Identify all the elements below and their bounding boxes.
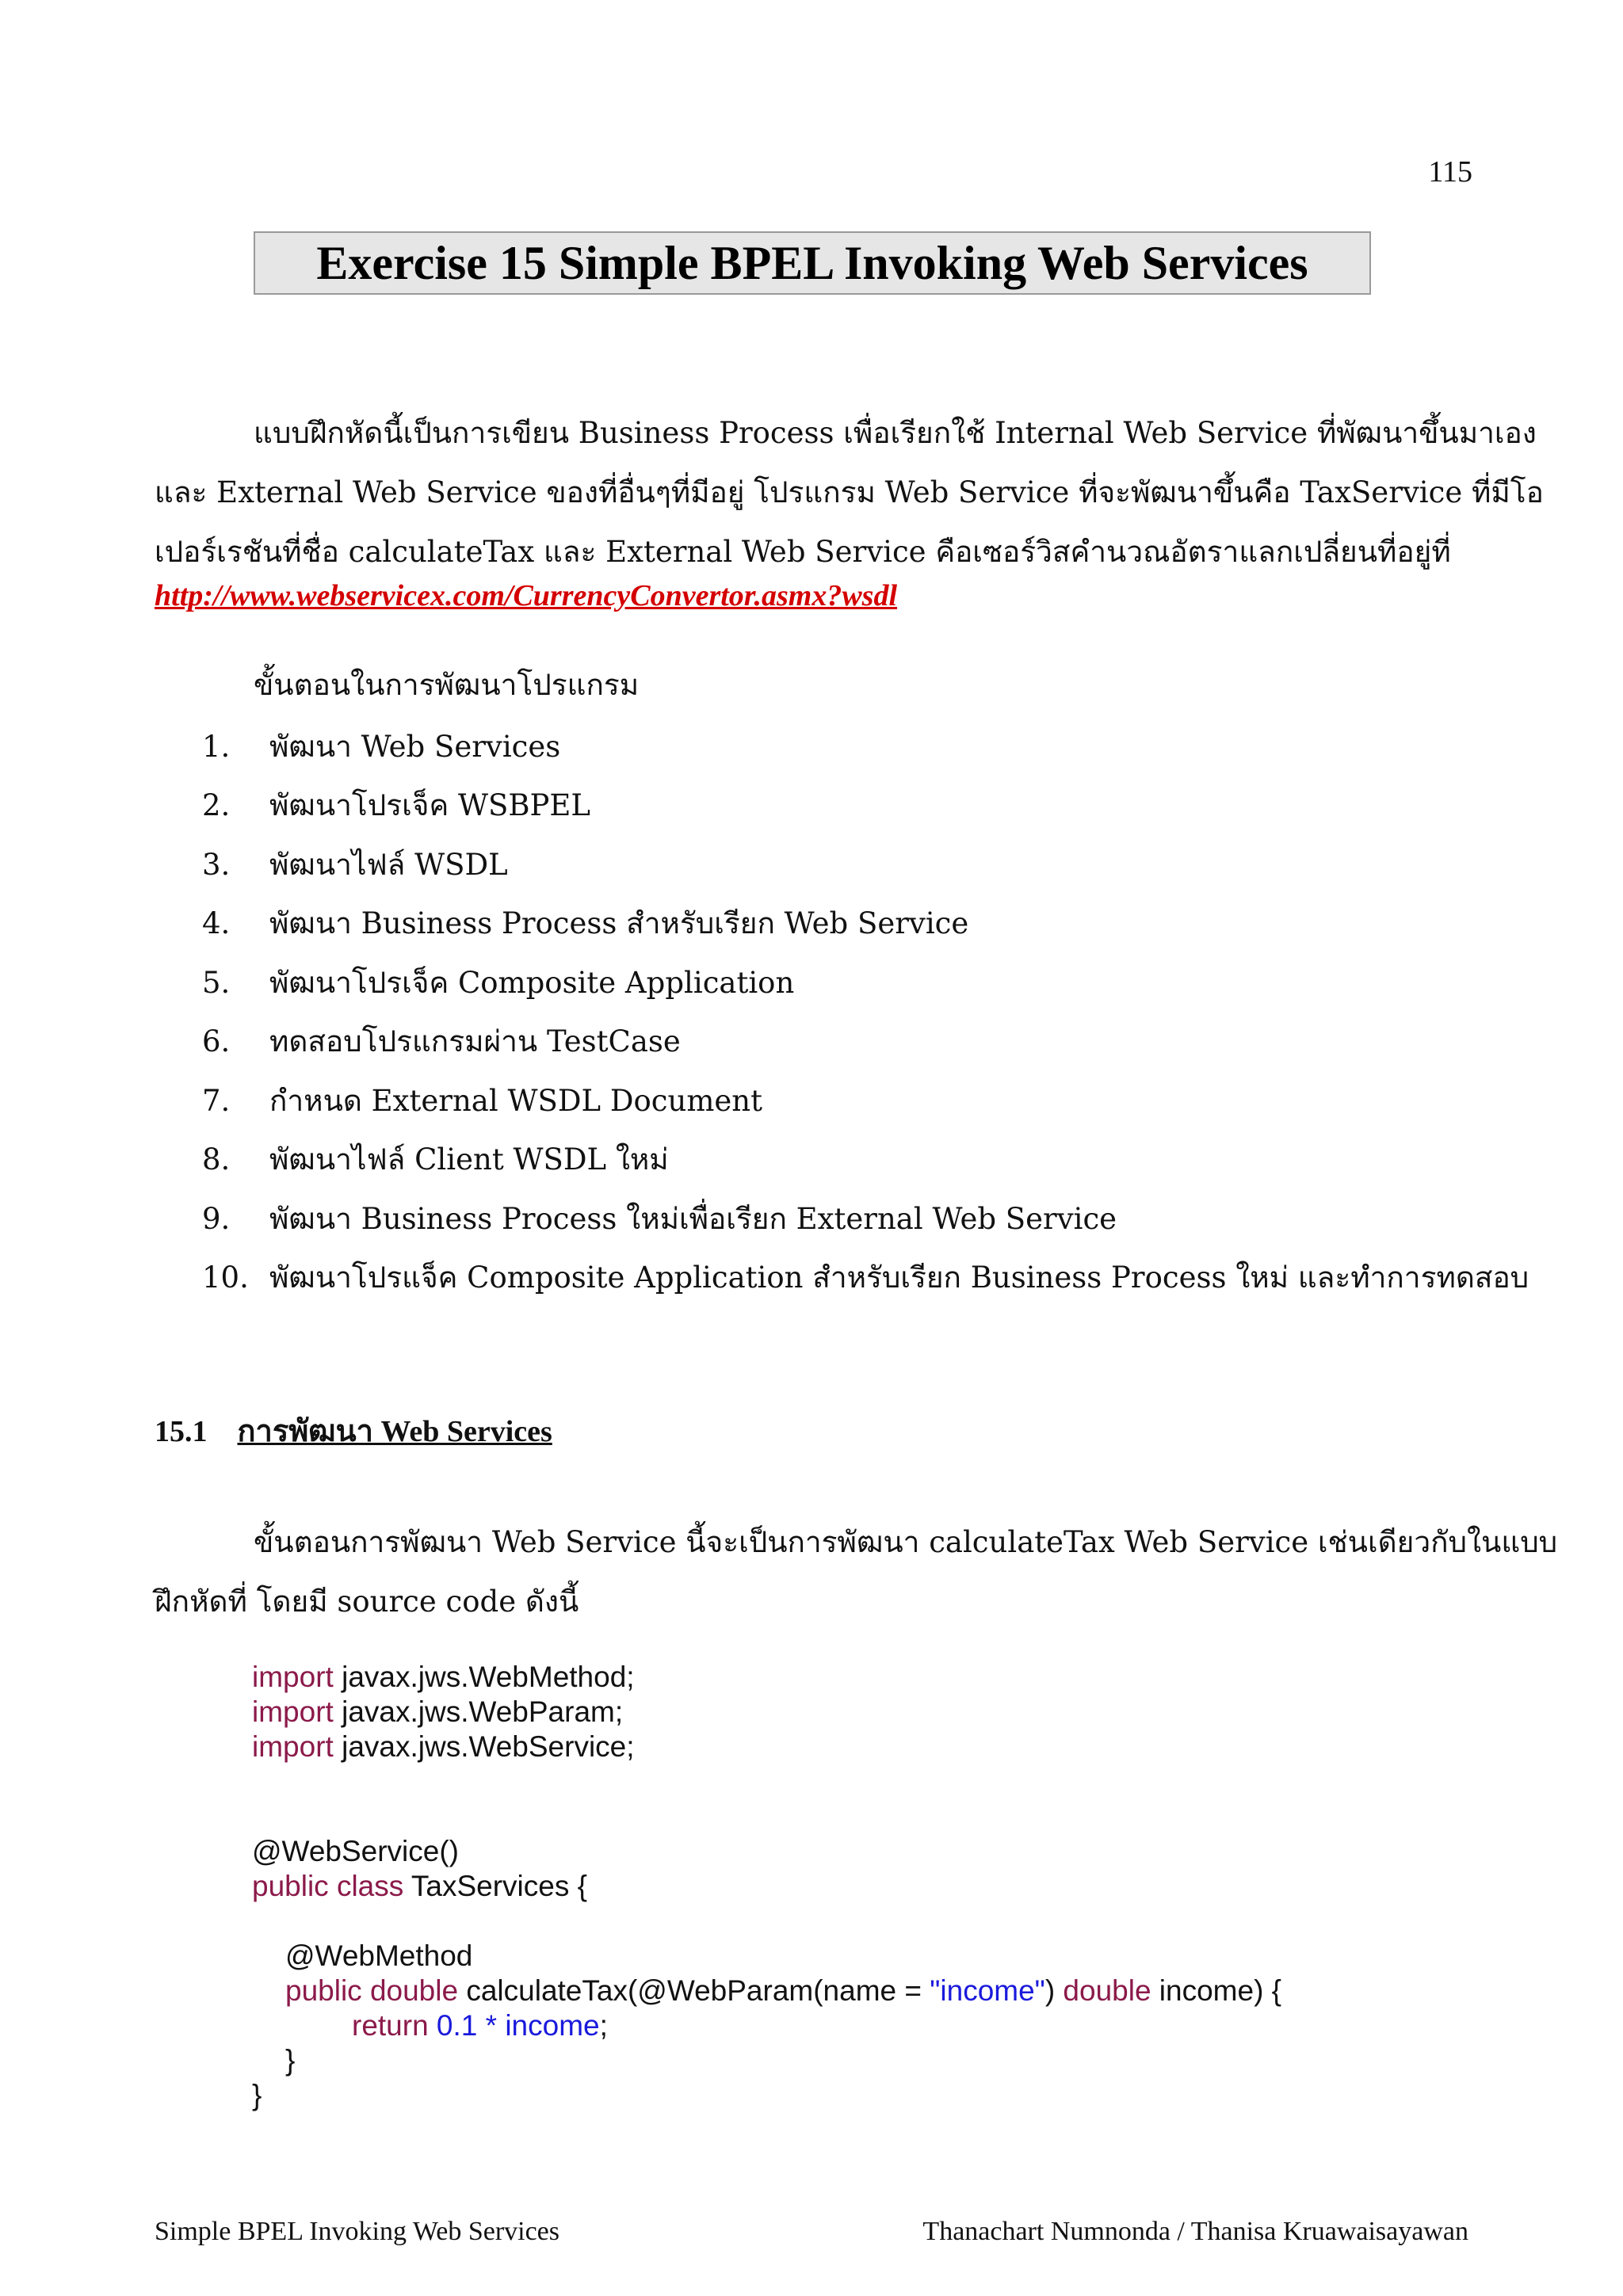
code-keyword: double xyxy=(1063,1974,1151,2007)
source-code-block xyxy=(252,1660,1281,2113)
exercise-title: Exercise 15 Simple BPEL Invoking Web Services xyxy=(316,236,1308,289)
intro-line-1: แบบฝึกหัดนี้เป็นการเขียน Business Process เพื่อเรียกใช้ Internal Web Service ที่พัฒนาขึ้นมาเอง xyxy=(254,416,1537,450)
code-keyword: public class xyxy=(252,1870,404,1902)
section-number: 15.1 xyxy=(155,1415,208,1448)
code-text: javax.jws.WebMethod; xyxy=(333,1661,635,1693)
list-item xyxy=(202,1071,1529,1131)
list-item xyxy=(202,1189,1529,1249)
code-line xyxy=(252,2078,1281,2113)
step-number: 9. xyxy=(202,1201,231,1236)
code-line xyxy=(252,2043,1281,2078)
step-number: 3. xyxy=(202,847,231,882)
step-number: 6. xyxy=(202,1024,231,1059)
list-item xyxy=(202,894,1529,954)
code-keyword: import xyxy=(252,1695,334,1728)
code-text: @WebService() xyxy=(252,1835,459,1867)
code-line xyxy=(252,1695,1281,1730)
code-text: ) xyxy=(1044,1974,1064,2007)
code-line xyxy=(252,2008,1281,2043)
intro-line-3: เปอร์เรชันที่ชื่อ calculateTax และ External Web Service คือเซอร์วิสคำนวณอัตราแลกเปลี่ยนที่อยู่ที่ xyxy=(155,535,1451,569)
step-number: 8. xyxy=(202,1142,231,1177)
code-expression: 0.1 * income xyxy=(428,2009,600,2042)
code-text: TaxServices { xyxy=(403,1870,587,1902)
code-string: "income" xyxy=(930,1974,1045,2007)
code-text: javax.jws.WebService; xyxy=(333,1730,635,1763)
list-item xyxy=(202,1131,1529,1190)
code-text: } xyxy=(252,2079,262,2111)
step-text: พัฒนาโปรเจ็ค WSBPEL xyxy=(269,788,590,823)
code-keyword: return xyxy=(352,2009,429,2042)
code-keyword: import xyxy=(252,1730,334,1763)
exercise-title-box xyxy=(254,231,1371,295)
intro-line-2: และ External Web Service ของที่อื่นๆที่มีอยู่ โปรแกรม Web Service ที่จะพัฒนาขึ้นคือ TaxService ที่มีโอ xyxy=(155,475,1544,509)
code-keyword: public double xyxy=(285,1974,459,2007)
step-number: 5. xyxy=(202,965,231,1000)
section-para-line-2: ฝึกหัดที่ โดยมี source code ดังนี้ xyxy=(155,1585,579,1619)
step-number: 10. xyxy=(202,1261,249,1295)
code-text: @WebMethod xyxy=(285,1939,473,1972)
section-para-line-1: ขั้นตอนการพัฒนา Web Service นี้จะเป็นการพัฒนา calculateTax Web Service เช่นเดียวกับในแบบ xyxy=(254,1525,1558,1559)
wsdl-link[interactable]: http://www.webservicex.com/CurrencyConvertor.asmx?wsdl xyxy=(155,579,898,612)
list-item xyxy=(202,717,1529,776)
step-number: 1. xyxy=(202,729,231,764)
step-text: พัฒนา Web Services xyxy=(269,729,561,764)
steps-intro: ขั้นตอนในการพัฒนาโปรแกรม xyxy=(254,668,640,702)
step-text: พัฒนาไฟล์ WSDL xyxy=(269,847,508,882)
code-line xyxy=(252,1974,1281,2008)
step-text: พัฒนา Business Process สำหรับเรียก Web Service xyxy=(269,906,969,941)
list-item xyxy=(202,1013,1529,1072)
footer-right: Thanachart Numnonda / Thanisa Kruawaisayawan xyxy=(922,2217,1468,2246)
step-text: พัฒนาโปรเจ็ค Composite Application xyxy=(269,965,795,1000)
code-text: javax.jws.WebParam; xyxy=(333,1695,624,1728)
step-text: พัฒนา Business Process ใหม่เพื่อเรียก External Web Service xyxy=(269,1201,1117,1236)
code-line xyxy=(252,1939,1281,1974)
list-item xyxy=(202,835,1529,894)
code-line xyxy=(252,1869,1281,1904)
code-text: ; xyxy=(599,2009,608,2042)
step-text: พัฒนาโปรแจ็ค Composite Application สำหรับเรียก Business Process ใหม่ และทำการทดสอบ xyxy=(269,1261,1529,1295)
list-item xyxy=(202,776,1529,836)
section-title: การพัฒนา Web Services xyxy=(237,1415,552,1448)
step-text: ทดสอบโปรแกรมผ่าน TestCase xyxy=(269,1024,681,1059)
code-keyword: import xyxy=(252,1661,334,1693)
code-text: calculateTax(@WebParam(name = xyxy=(458,1974,930,2007)
step-text: พัฒนาไฟล์ Client WSDL ใหม่ xyxy=(269,1142,669,1177)
step-number: 7. xyxy=(202,1083,231,1118)
code-line xyxy=(252,1730,1281,1764)
footer-left: Simple BPEL Invoking Web Services xyxy=(155,2217,559,2246)
step-text: กำหนด External WSDL Document xyxy=(269,1083,763,1118)
code-text: } xyxy=(285,2044,296,2077)
page-number: 115 xyxy=(1428,155,1472,189)
step-number: 2. xyxy=(202,788,231,823)
code-text: income) { xyxy=(1151,1974,1282,2007)
list-item xyxy=(202,953,1529,1013)
steps-list xyxy=(202,717,1529,1307)
list-item xyxy=(202,1249,1529,1308)
code-line xyxy=(252,1660,1281,1695)
code-line xyxy=(252,1834,1281,1869)
step-number: 4. xyxy=(202,906,231,941)
section-heading xyxy=(155,1406,552,1455)
